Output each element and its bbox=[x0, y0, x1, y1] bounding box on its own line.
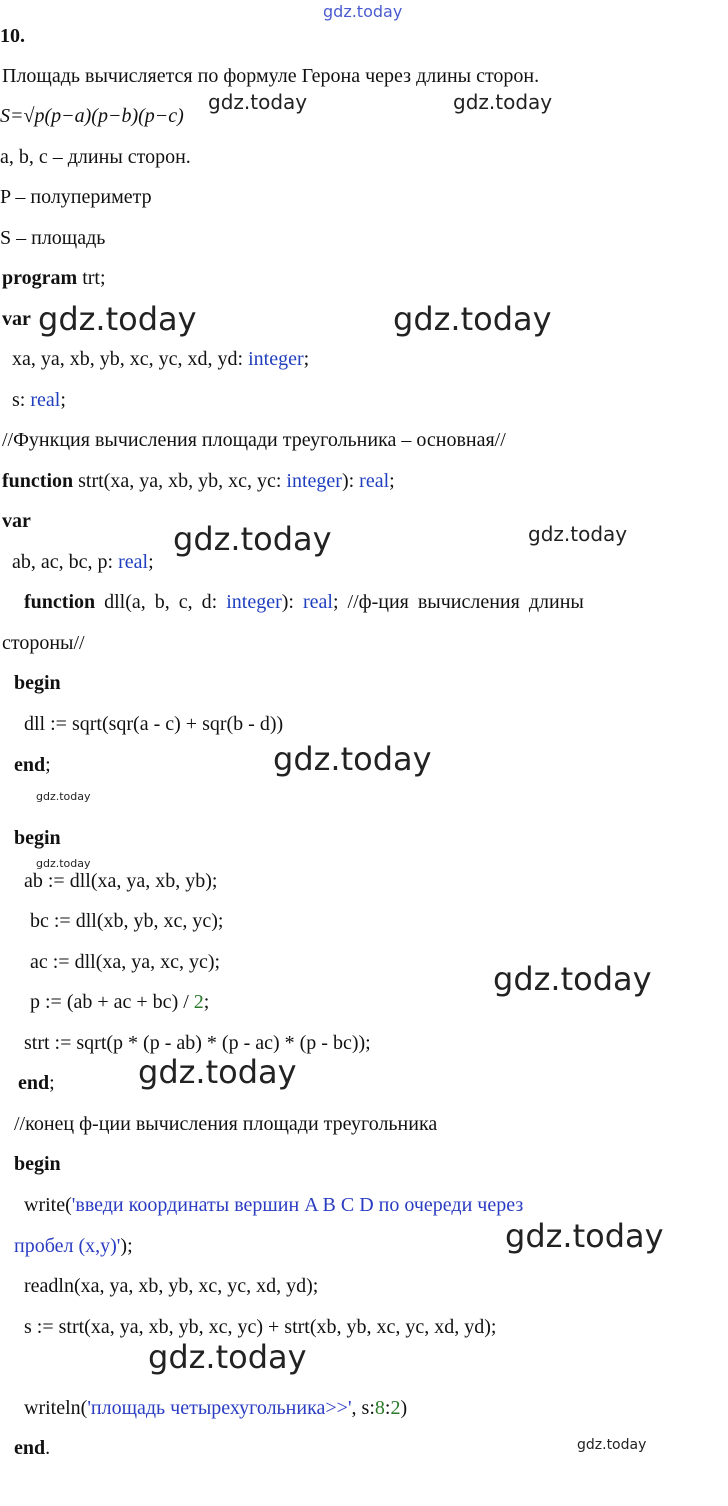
watermark: gdz.today bbox=[528, 522, 628, 546]
def-semiperimeter: P – полупериметр bbox=[0, 186, 152, 208]
semicolon: ; bbox=[203, 991, 210, 1013]
semicolon: ; bbox=[148, 551, 154, 573]
semicolon: ; bbox=[389, 470, 395, 492]
period: . bbox=[45, 1437, 51, 1459]
colon: : bbox=[384, 1397, 391, 1419]
keyword: end bbox=[14, 754, 46, 776]
comment-main: //Функция вычисления площади треугольника – основная// bbox=[2, 429, 506, 451]
type-real: real bbox=[118, 551, 149, 573]
function-strt-signature bbox=[2, 469, 395, 493]
intro-text: Площадь вычисляется по формуле Герона через длины сторон. bbox=[2, 65, 540, 87]
begin-keyword: begin bbox=[14, 672, 61, 694]
write-line bbox=[24, 1193, 523, 1217]
comment: ; //ф-ция вычисления длины bbox=[332, 591, 584, 613]
type-real: real bbox=[302, 591, 333, 613]
type-integer: integer bbox=[226, 591, 282, 613]
number: 2 bbox=[390, 1397, 401, 1419]
watermark: gdz.today bbox=[148, 1338, 307, 1376]
decl-area bbox=[12, 388, 66, 412]
end-line bbox=[14, 753, 51, 777]
watermark: gdz.today bbox=[323, 2, 403, 21]
semicolon: ; bbox=[303, 348, 310, 370]
comment-continued: стороны// bbox=[2, 632, 85, 654]
expression: p := (ab + ac + bc) / bbox=[30, 991, 194, 1013]
decl-coordinates bbox=[12, 347, 309, 371]
var-keyword: var bbox=[2, 510, 31, 532]
watermark: gdz.today bbox=[138, 1053, 297, 1091]
var-keyword: var bbox=[2, 308, 31, 330]
keyword: program bbox=[2, 267, 78, 289]
end-program-line bbox=[14, 1436, 50, 1460]
number: 2 bbox=[193, 991, 204, 1013]
decl-vars: s: bbox=[12, 389, 31, 411]
semicolon: ; bbox=[45, 754, 51, 776]
end-line bbox=[18, 1071, 55, 1095]
write-line-continued bbox=[14, 1234, 133, 1258]
stmt-p bbox=[30, 990, 209, 1014]
signature-mid: ): bbox=[341, 470, 360, 492]
watermark: gdz.today bbox=[208, 90, 308, 114]
call-end: ); bbox=[120, 1235, 133, 1257]
decl-local bbox=[12, 550, 154, 574]
program-name: trt; bbox=[77, 267, 106, 289]
type-integer: integer bbox=[248, 348, 304, 370]
decl-vars: xa, ya, xb, yb, xc, yc, xd, yd: bbox=[12, 348, 249, 370]
watermark: gdz.today bbox=[36, 790, 91, 803]
call: write( bbox=[24, 1194, 72, 1216]
decl-vars: ab, ac, bc, p: bbox=[12, 551, 119, 573]
stmt-ac: ac := dll(xa, ya, xc, yc); bbox=[30, 951, 221, 973]
watermark: gdz.today bbox=[173, 520, 332, 558]
keyword: function bbox=[24, 591, 96, 613]
program-line bbox=[2, 266, 106, 290]
watermark: gdz.today bbox=[393, 300, 552, 338]
dll-body: dll := sqrt(sqr(a - c) + sqr(b - d)) bbox=[24, 713, 284, 735]
keyword: function bbox=[2, 470, 74, 492]
string-literal: 'введи координаты вершин A B C D по очереди через bbox=[71, 1194, 524, 1216]
keyword: end bbox=[14, 1437, 46, 1459]
watermark: gdz.today bbox=[493, 960, 652, 998]
string-literal: пробел (x,y)' bbox=[14, 1235, 121, 1257]
stmt-bc: bc := dll(xb, yb, xc, yc); bbox=[30, 910, 224, 932]
signature-mid: ): bbox=[281, 591, 303, 613]
signature: strt(xa, ya, xb, yb, xc, yc: bbox=[73, 470, 287, 492]
def-sides: a, b, c – длины сторон. bbox=[0, 146, 191, 168]
watermark: gdz.today bbox=[36, 857, 91, 870]
comment-end: //конец ф-ции вычисления площади треугольника bbox=[14, 1113, 438, 1135]
type-integer: integer bbox=[286, 470, 342, 492]
watermark: gdz.today bbox=[505, 1217, 664, 1255]
def-area: S – площадь bbox=[0, 227, 106, 249]
type-real: real bbox=[30, 389, 61, 411]
call-end: ) bbox=[400, 1397, 408, 1419]
writeln-line bbox=[24, 1396, 407, 1420]
calc-line: s := strt(xa, ya, xb, yb, xc, yc) + strt(xb, yb, xc, yc, xd, yd); bbox=[24, 1316, 497, 1338]
keyword: end bbox=[18, 1072, 50, 1094]
watermark: gdz.today bbox=[453, 90, 553, 114]
semicolon: ; bbox=[60, 389, 66, 411]
signature: dll(a, b, c, d: bbox=[95, 591, 227, 613]
heron-formula: S=√p(p−a)(p−b)(p−c) bbox=[0, 105, 184, 127]
call-args: , s: bbox=[351, 1397, 375, 1419]
stmt-ab: ab := dll(xa, ya, xb, yb); bbox=[24, 870, 218, 892]
stmt-strt: strt := sqrt(p * (p - ab) * (p - ac) * (p - bc)); bbox=[24, 1032, 371, 1054]
readln-line: readln(xa, ya, xb, yb, xc, yc, xd, yd); bbox=[24, 1275, 319, 1297]
task-number: 10. bbox=[0, 25, 25, 47]
number: 8 bbox=[374, 1397, 385, 1419]
string-literal: 'площадь четырехугольника>>' bbox=[87, 1397, 352, 1419]
watermark: gdz.today bbox=[38, 300, 197, 338]
type-real: real bbox=[359, 470, 390, 492]
call: writeln( bbox=[24, 1397, 88, 1419]
watermark: gdz.today bbox=[273, 740, 432, 778]
semicolon: ; bbox=[49, 1072, 55, 1094]
begin-keyword: begin bbox=[14, 827, 61, 849]
function-dll-signature bbox=[24, 590, 584, 614]
begin-keyword: begin bbox=[14, 1153, 61, 1175]
watermark: gdz.today bbox=[577, 1437, 647, 1453]
